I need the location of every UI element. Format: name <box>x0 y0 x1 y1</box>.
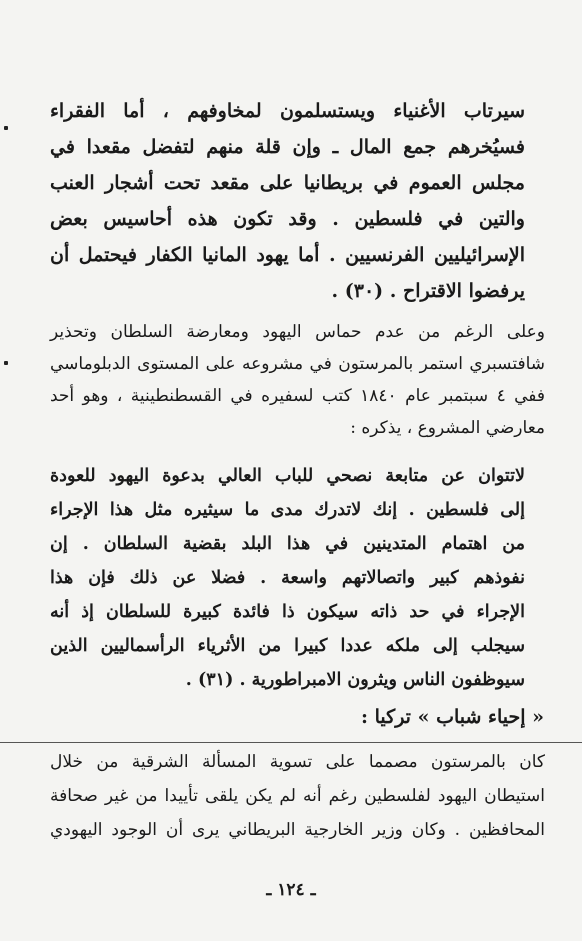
paragraph3-line: استيطان اليهود لفلسطين رغم أنه لم يكن يلقى تأييدا من غير صحافة <box>50 786 545 806</box>
paragraph2-line: ففي ٤ سبتمبر عام ١٨٤٠ كتب لسفيره في القسطنطينية ، وهو أحد <box>50 386 545 406</box>
quote2-line: نفوذهم كبير واتصالاتهم واسعة . فضلا عن ذلك فإن هذا <box>50 568 525 588</box>
quote2-line: سيجلب إلى ملكه عددا كبيرا من الأثرياء الرأسماليين الذين <box>50 636 525 656</box>
quote1-line: مجلس العموم في بريطانيا على مقعد تحت أشجار العنب <box>50 172 525 194</box>
margin-mark <box>4 126 8 130</box>
quote1-line: الإسرائيليين الفرنسيين . أما يهود المانيا الكفار فيحتمل أن <box>50 244 525 266</box>
margin-mark <box>4 361 8 365</box>
quote1-line: والتين في فلسطين . وقد تكون هذه أحاسيس بعض <box>50 208 525 230</box>
quote1-line: سيرتاب الأغنياء ويستسلمون لمخاوفهم ، أما الفقراء <box>50 100 525 122</box>
quote2-line: الإجراء في حد ذاته سيكون ذا فائدة كبيرة للسلطان إذ أنه <box>50 602 525 622</box>
paragraph3-line: المحافظين . وكان وزير الخارجية البريطاني يرى أن الوجود اليهودي <box>50 820 545 840</box>
quote1-line: فسيُخرهم جمع المال ـ وإن قلة منهم لتفضل مقعدا في <box>50 136 525 158</box>
paragraph2-line: وعلى الرغم من عدم حماس اليهود ومعارضة السلطان وتحذير <box>50 322 545 342</box>
section-heading: « إحياء شباب » تركيا : <box>361 706 544 728</box>
page-number: ـ ١٢٤ ـ <box>266 880 316 900</box>
paragraph3-line: كان بالمرستون مصمما على تسوية المسألة الشرقية من خلال <box>50 752 545 772</box>
quote2-line: لاتتوان عن متابعة نصحي للباب العالي بدعوة اليهود للعودة <box>50 466 525 486</box>
quote1-line: يرفضوا الاقتراح . (٣٠) . <box>331 280 525 302</box>
quote2-line: إلى فلسطين . إنك لاتدرك مدى ما سيثيره مثل هذا الإجراء <box>50 500 525 520</box>
quote2-line: من اهتمام المتدينين في هذا البلد بقضية السلطان . إن <box>50 534 525 554</box>
quote2-line: سيوظفون الناس ويثرون الامبراطورية . (٣١) . <box>185 670 525 690</box>
paragraph2-line: شافتسبري استمر بالمرستون في مشروعه على المستوى الدبلوماسي <box>50 354 545 374</box>
section-divider <box>0 742 582 743</box>
paragraph2-line: معارضي المشروع ، يذكره : <box>350 418 545 438</box>
